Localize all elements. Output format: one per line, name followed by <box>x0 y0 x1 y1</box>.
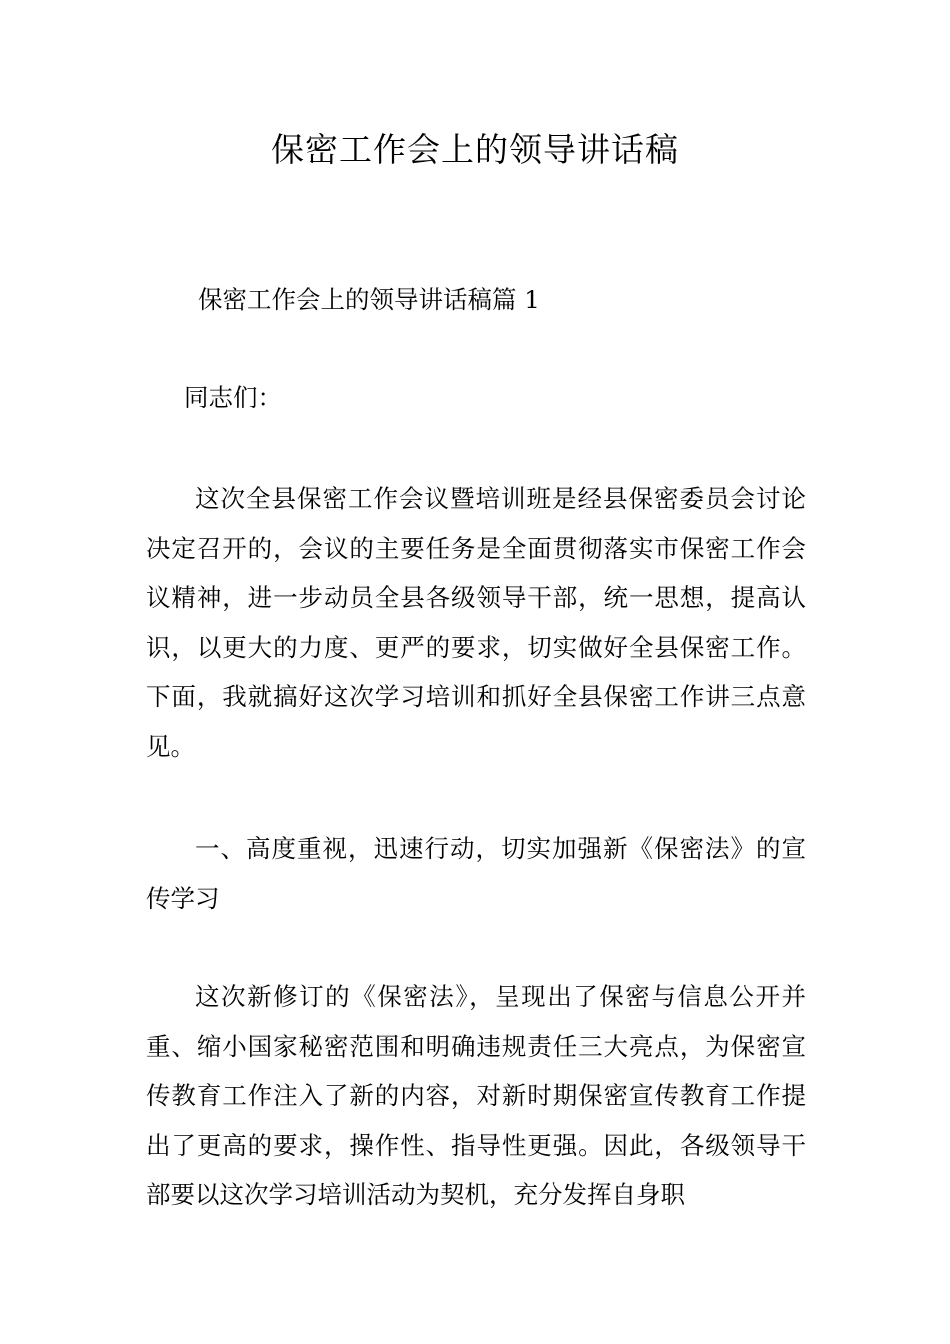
section-heading-1: 一、高度重视，迅速行动，切实加强新《保密法》的宣传学习 <box>146 834 806 913</box>
section-subtitle: 保密工作会上的领导讲话稿篇 1 <box>198 285 540 314</box>
greeting: 同志们： <box>184 383 282 412</box>
paragraph-body: 这次新修订的《保密法》，呈现出了保密与信息公开并重、缩小国家秘密范围和明确违规责任三大亮点，为保密宣传教育工作注入了新的内容，对新时期保密宣传教育工作提出了更高的要求，操作性、指导性更强。因此，各级领导干部要以这次学习培训活动为契机，充分发挥自身职 <box>146 982 806 1209</box>
paragraph-intro: 这次全县保密工作会议暨培训班是经县保密委员会讨论决定召开的，会议的主要任务是全面贯彻落实市保密工作会议精神，进一步动员全县各级领导干部，统一思想，提高认识，以更大的力度、更严的要求，切实做好全县保密工作。下面，我就搞好这次学习培训和抓好全县保密工作讲三点意见。 <box>146 484 806 761</box>
document-title: 保密工作会上的领导讲话稿 <box>271 130 679 169</box>
